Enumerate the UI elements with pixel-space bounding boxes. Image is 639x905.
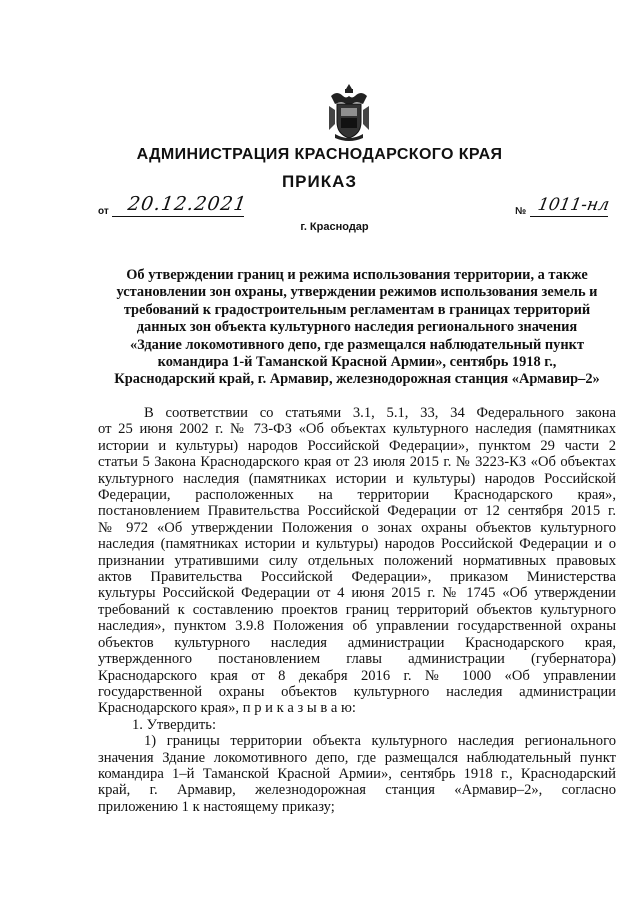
body-line: Краснодарского края от 8 декабря 2016 г. № 1000 «Об управлении: [98, 667, 616, 684]
body-line: 1) границы территории объекта культурного наследия регионального: [144, 733, 616, 750]
body-line: край, г. Армавир, железнодорожная станция «Армавир–2», согласно: [98, 782, 616, 799]
city: г. Краснодар: [300, 221, 369, 233]
body-line: В соответствии со статьями 3.1, 5.1, 33, 34 Федерального закона: [144, 405, 616, 421]
body-line: государственной охраны объектов культурного наследия администрации: [98, 683, 616, 700]
organization-name: АДМИНИСТРАЦИЯ КРАСНОДАРСКОГО КРАЯ: [136, 146, 503, 163]
body-line: приложению 1 к настоящему приказу;: [98, 798, 335, 815]
coat-of-arms-icon: [325, 82, 373, 142]
body-line: командира 1–й Таманской Красной Армии», сентябрь 1918 г., Краснодарский: [98, 765, 616, 782]
date-label: от: [98, 206, 109, 217]
date-underline: [112, 216, 244, 217]
title-line: данных зон объекта культурного наследия регионального значения: [136, 319, 578, 336]
title-line: Об утверждении границ и режима использования территории, а также: [126, 267, 588, 283]
number-underline: [530, 216, 608, 217]
document-title: [98, 267, 616, 389]
body-line: Краснодарского края», п р и к а з ы в а ю:: [98, 700, 356, 717]
body-line: Федерации, расположенных на территории Краснодарского края»,: [98, 487, 616, 504]
title-line: «Здание локомотивного депо, где размещался наблюдательный пункт: [129, 336, 585, 353]
body-line: актов Правительства Российской Федерации», приказом Министерства: [98, 569, 616, 586]
body-line: 1. Утвердить:: [132, 716, 217, 733]
body-line: признании утратившими силу отдельных положений нормативных правовых: [98, 552, 616, 569]
handwritten-date: 20.12.2021: [126, 193, 249, 215]
body-line: наследия (памятниках истории и культуры) народов Российской Федерации и о: [98, 536, 616, 553]
title-line: Краснодарский край, г. Армавир, железнодорожная станция «Армавир–2»: [114, 371, 600, 388]
body-line: требований к составлению проектов границ территорий объектов культурного: [98, 601, 616, 618]
title-line: требований к градостроительным регламентам в границах территорий: [123, 301, 591, 318]
title-line: установлении зон охраны, утверждении режимов использования земель и: [116, 284, 598, 301]
body-line: культурного наследия (памятниках истории и культуры) народов Российской: [98, 470, 616, 487]
body-line: утвержденного постановлением главы администрации (губернатора): [98, 651, 616, 668]
handwritten-number: 1011-нл: [536, 195, 611, 215]
body-line: наследия», пунктом 3.9.8 Положения об управлении государственной охраны: [98, 618, 616, 635]
body-line: истории и культуры) народов Российской Федерации», пунктом 29 части 2: [98, 437, 616, 454]
body-line: объектов культурного наследия администрации Краснодарского края,: [98, 634, 616, 651]
body-line: статьи 5 Закона Краснодарского края от 23 июля 2015 г. № 3223-КЗ «Об объектах: [98, 454, 616, 471]
body-line: культуры Российской Федерации от 4 июня 2015 г. № 1745 «Об утверждении: [98, 585, 616, 602]
title-line: командира 1-й Таманской Красной Армии», сентябрь 1918 г.,: [157, 354, 557, 371]
document-type: ПРИКАЗ: [281, 172, 358, 191]
body-line: значения Здание локомотивного депо, где размещался наблюдательный пункт: [98, 749, 616, 766]
number-label: №: [515, 206, 527, 217]
body-line: от 25 июня 2002 г. № 73-ФЗ «Об объектах культурного наследия (памятниках: [98, 421, 616, 438]
body-line: № 972 «Об утверждении Положения о зонах охраны объектов культурного: [98, 519, 616, 536]
body-line: постановлением Правительства Российской Федерации от 12 сентября 2015 г.: [98, 503, 616, 520]
document-body: [98, 405, 616, 815]
